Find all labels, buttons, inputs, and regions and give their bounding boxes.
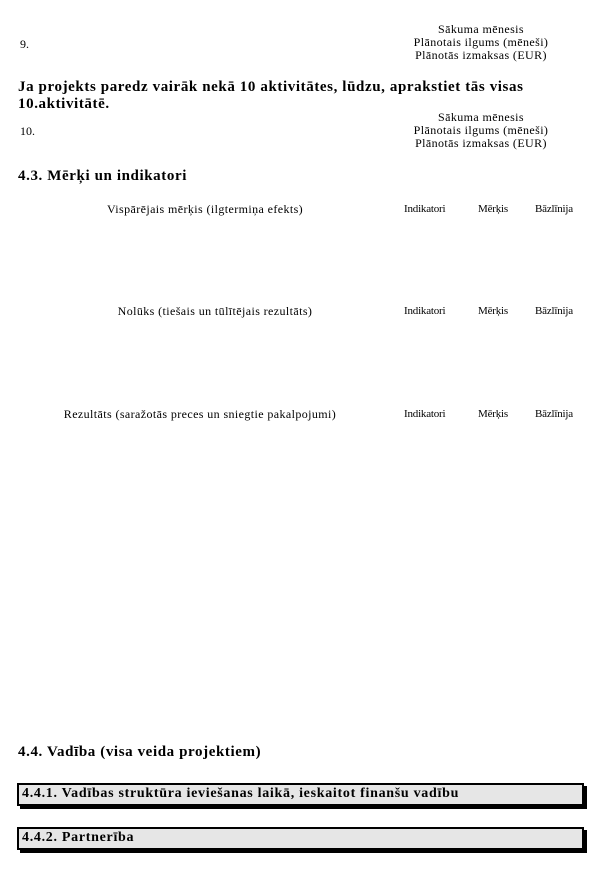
- activity-9-number: 9.: [20, 37, 29, 51]
- planned-costs-label: Plānotās izmaksas (EUR): [415, 48, 547, 62]
- section-4-3-title: 4.3. Mērķi un indikatori: [18, 168, 187, 184]
- section-4-4-2-title: 4.4.2. Partnerība: [22, 830, 135, 845]
- start-month-label: Sākuma mēnesis: [438, 110, 524, 124]
- planned-duration-label: Plānotais ilgums (mēneši): [413, 123, 549, 137]
- target-header: Mērķis: [478, 408, 508, 420]
- target-header: Mērķis: [478, 305, 508, 317]
- section-4-4-1-box: [17, 783, 584, 806]
- more-activities-note: Ja projekts paredz vairāk nekā 10 aktivitātes, lūdzu, aprakstiet tās visas 10.aktivitātē.: [18, 79, 524, 112]
- section-4-4-2-box: [17, 827, 584, 850]
- activity-10-fields: [386, 111, 576, 150]
- baseline-header: Bāzlīnija: [535, 305, 573, 317]
- activity-10-number: 10.: [20, 124, 35, 138]
- overall-objective-label: Vispārējais mērķis (ilgtermiņa efekts): [106, 202, 304, 216]
- indicators-header: Indikatori: [404, 305, 446, 317]
- purpose-label: Nolūks (tiešais un tūlītējais rezultāts): [117, 304, 313, 318]
- indicators-header: Indikatori: [404, 408, 446, 420]
- target-header: Mērķis: [478, 203, 508, 215]
- baseline-header: Bāzlīnija: [535, 203, 573, 215]
- planned-duration-label: Plānotais ilgums (mēneši): [413, 35, 549, 49]
- baseline-header: Bāzlīnija: [535, 408, 573, 420]
- section-4-4-title: 4.4. Vadība (visa veida projektiem): [18, 744, 262, 760]
- planned-costs-label: Plānotās izmaksas (EUR): [415, 136, 547, 150]
- start-month-label: Sākuma mēnesis: [438, 22, 524, 36]
- section-4-4-1-title: 4.4.1. Vadības struktūra ieviešanas laikā, ieskaitot finanšu vadību: [22, 786, 460, 801]
- output-label: Rezultāts (saražotās preces un sniegtie pakalpojumi): [63, 407, 337, 421]
- indicators-header: Indikatori: [404, 203, 446, 215]
- activity-9-fields: [386, 23, 576, 62]
